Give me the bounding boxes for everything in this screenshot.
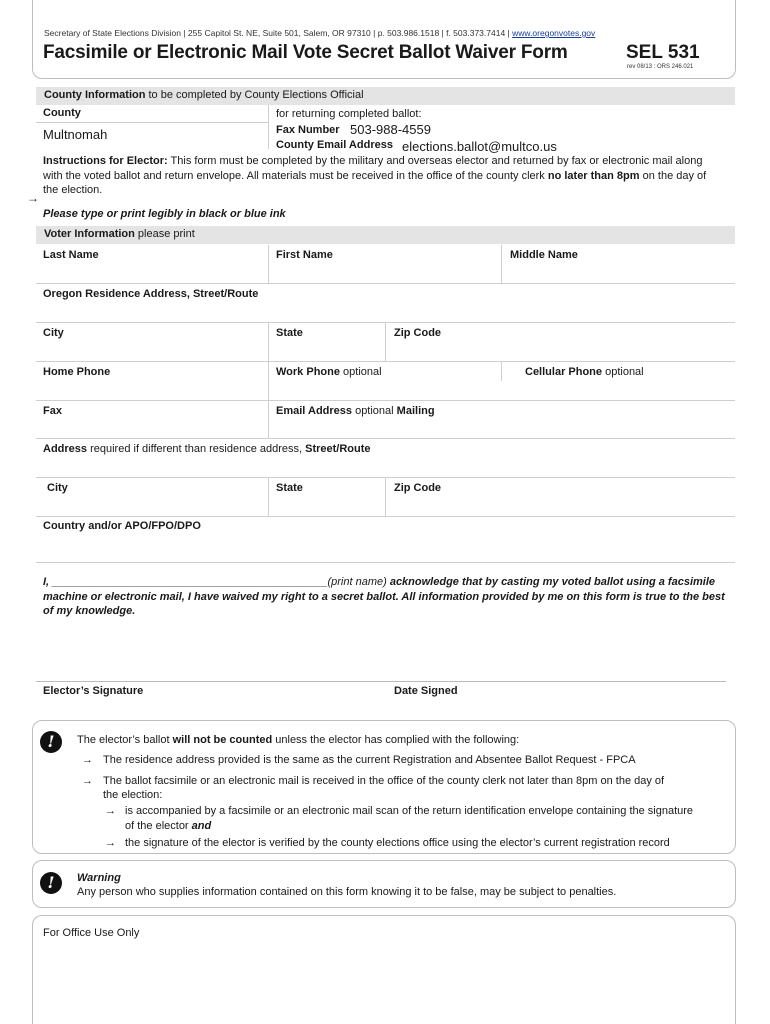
- divider: [501, 361, 502, 381]
- arrow-right-icon: →: [82, 775, 93, 787]
- mailing-city-label[interactable]: City: [47, 482, 68, 494]
- county-section-bar: County Information to be completed by County Elections Official: [36, 87, 735, 105]
- condition-item-2-cont: the election:: [103, 789, 163, 801]
- residence-address-label[interactable]: Oregon Residence Address, Street/Route: [43, 288, 259, 300]
- state-label[interactable]: State: [276, 327, 303, 339]
- exclamation-icon: !: [40, 731, 62, 753]
- arrow-right-icon: →: [105, 805, 116, 817]
- work-phone-label[interactable]: Work Phone optional: [276, 366, 382, 378]
- divider: [385, 322, 386, 361]
- date-signed-label: Date Signed: [394, 685, 458, 697]
- divider: [36, 562, 735, 563]
- home-phone-label[interactable]: Home Phone: [43, 366, 111, 378]
- divider: [36, 361, 735, 362]
- divider: [268, 322, 269, 361]
- form-code: SEL 531: [626, 42, 700, 63]
- cell-phone-label[interactable]: Cellular Phone optional: [525, 366, 644, 378]
- email-address-label[interactable]: Email Address optional Mailing: [276, 405, 435, 417]
- last-name-label[interactable]: Last Name: [43, 249, 99, 261]
- warning-text: Any person who supplies information contained on this form knowing it to be false, may be subject to penalties.: [77, 886, 617, 898]
- divider: [36, 122, 268, 123]
- sub-condition-1: is accompanied by a facsimile or an electronic mail scan of the return identification envelope containing the signature: [125, 805, 694, 817]
- mailing-address-label[interactable]: Address required if different than residence address, Street/Route: [43, 443, 371, 455]
- divider: [385, 477, 386, 516]
- signature-line[interactable]: [36, 681, 726, 682]
- mailing-zip-label[interactable]: Zip Code: [394, 482, 442, 494]
- condition-item-2: The ballot facsimile or an electronic mail is received in the office of the county clerk not later than 8pm on the day of: [103, 775, 665, 787]
- fax-number-value: 503-988-4559: [350, 122, 431, 137]
- form-revision: rev 08/13 : ORS 246.021: [627, 64, 694, 70]
- divider: [36, 438, 735, 439]
- middle-name-label[interactable]: Middle Name: [510, 249, 578, 261]
- office-use-label: For Office Use Only: [43, 927, 140, 939]
- exclamation-icon: !: [40, 872, 62, 894]
- agency-contact-line: Secretary of State Elections Division | 255 Capitol St. NE, Suite 501, Salem, OR 97310 | p. 503.986.1518 | f. 503.373.7414 | www.oregonvotes.gov: [44, 28, 596, 38]
- fax-number-label: Fax Number: [276, 124, 340, 136]
- acknowledgement-text: I, _____________________________________________(print name) acknowledge that by casting my voted ballot using a facsimile machine or electronic mail, I have waived my right to a secret ballot. All information provided by me on this form is true to the best of my knowledge.: [43, 576, 725, 617]
- country-label[interactable]: Country and/or APO/FPO/DPO: [43, 520, 201, 532]
- mailing-state-label[interactable]: State: [276, 482, 303, 494]
- fax-label[interactable]: Fax: [43, 405, 62, 417]
- sub-condition-2: the signature of the elector is verified by the county elections office using the elector’s current registration record: [125, 837, 670, 849]
- warning-title: Warning: [77, 872, 121, 884]
- divider: [268, 245, 269, 283]
- signature-label: Elector’s Signature: [43, 685, 144, 697]
- divider: [268, 400, 269, 438]
- county-email-value: elections.ballot@multco.us: [402, 139, 557, 154]
- arrow-right-icon: →: [27, 191, 39, 205]
- returning-note: for returning completed ballot:: [276, 108, 422, 120]
- voter-section-bar: Voter Information please print: [36, 226, 735, 244]
- divider: [268, 477, 269, 516]
- website-link[interactable]: www.oregonvotes.gov: [512, 28, 596, 38]
- first-name-label[interactable]: First Name: [276, 249, 333, 261]
- legibility-note: Please type or print legibly in black or blue ink: [43, 208, 286, 220]
- county-value: Multnomah: [43, 127, 108, 142]
- sub-condition-1-cont: of the elector and: [125, 820, 212, 832]
- divider: [501, 245, 502, 283]
- arrow-right-icon: →: [105, 837, 116, 849]
- divider: [36, 283, 735, 284]
- condition-item-1: The residence address provided is the same as the current Registration and Absentee Ballot Request - FPCA: [103, 754, 636, 766]
- arrow-right-icon: →: [82, 754, 93, 766]
- divider: [268, 105, 269, 149]
- zip-code-label[interactable]: Zip Code: [394, 327, 442, 339]
- form-title: Facsimile or Electronic Mail Vote Secret Ballot Waiver Form: [43, 42, 568, 63]
- instructions-text: Instructions for Elector: This form must be completed by the military and overseas elector and returned by fax or electronic mail along with the voted ballot and return envelope. All materials must be received in the office of the county clerk no later than 8pm on the day of the election.: [43, 155, 707, 196]
- divider: [268, 361, 269, 400]
- warning-box: [32, 860, 736, 908]
- alert-intro: The elector’s ballot will not be counted unless the elector has complied with the following:: [77, 734, 520, 746]
- divider: [36, 400, 735, 401]
- county-label: County: [43, 107, 81, 119]
- city-label[interactable]: City: [43, 327, 64, 339]
- county-email-label: County Email Address: [276, 139, 393, 151]
- divider: [36, 516, 735, 517]
